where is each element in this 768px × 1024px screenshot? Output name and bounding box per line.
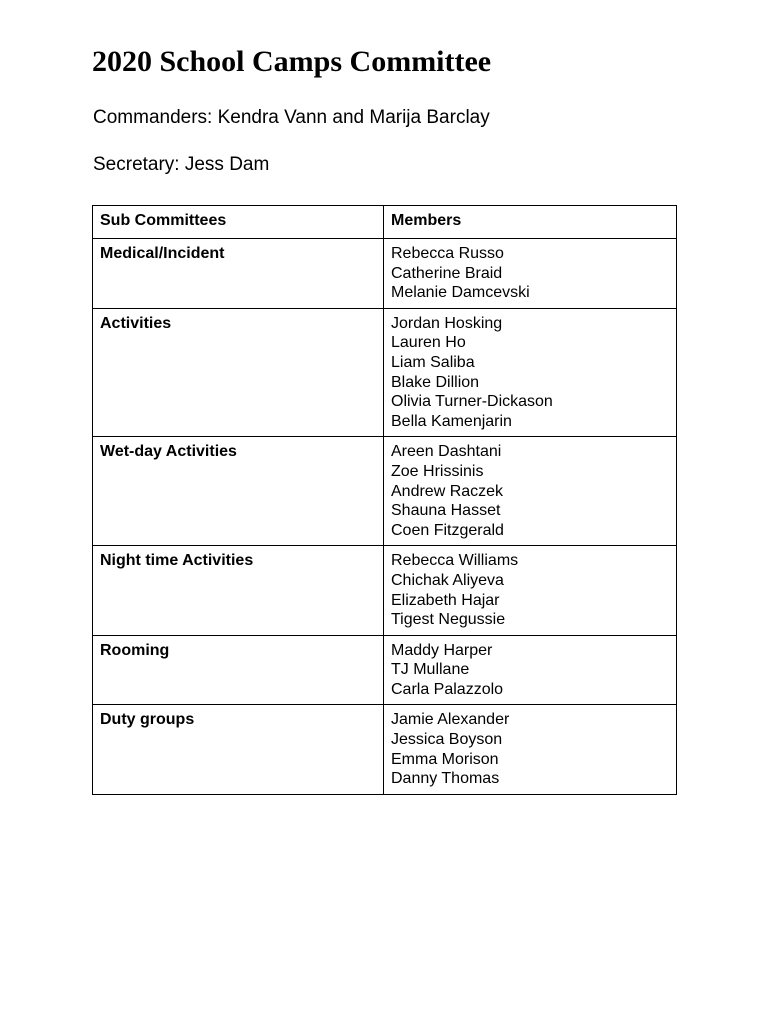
members-cell (384, 308, 677, 437)
column-header-members: Members (384, 206, 677, 239)
member-name: Shauna Hasset (391, 502, 501, 520)
member-name: Rebecca Russo (391, 245, 504, 262)
column-header-sub-committees: Sub Committees (93, 206, 384, 239)
member-name: Rebecca Williams (391, 552, 519, 570)
table-row (93, 308, 677, 437)
table-row (93, 239, 677, 309)
member-name: Olivia Turner-Dickason (391, 393, 553, 411)
member-name: Liam Saliba (391, 353, 475, 371)
members-cell (384, 705, 677, 794)
member-name: Bella Kamenjarin (391, 412, 512, 430)
member-name: Tigest Negussie (391, 611, 506, 629)
member-name: TJ Mullane (391, 661, 470, 679)
table-row (93, 635, 677, 705)
committees-table (92, 205, 677, 795)
members-cell (384, 239, 677, 309)
document-title: 2020 School Camps Committee (92, 45, 492, 78)
members-cell (384, 635, 677, 705)
member-name: Emma Morison (391, 750, 499, 768)
member-name: Andrew Raczek (391, 482, 504, 500)
sub-committee-name: Night time Activities (93, 546, 384, 635)
member-name: Chichak Aliyeva (391, 571, 504, 589)
member-name: Lauren Ho (391, 334, 466, 352)
member-name: Areen Dashtani (391, 443, 502, 461)
member-name: Melanie Damcevski (391, 284, 530, 302)
secretary-line: Secretary: Jess Dam (93, 154, 270, 175)
member-name: Jessica Boyson (391, 731, 503, 749)
sub-committee-name: Medical/Incident (93, 239, 384, 309)
sub-committee-name: Duty groups (93, 705, 384, 794)
members-cell (384, 546, 677, 635)
sub-committee-name: Wet-day Activities (93, 437, 384, 546)
commanders-line: Commanders: Kendra Vann and Marija Barclay (93, 107, 490, 128)
member-name: Carla Palazzolo (391, 680, 504, 698)
member-name: Jordan Hosking (391, 314, 503, 332)
member-name: Maddy Harper (391, 641, 493, 659)
member-name: Coen Fitzgerald (391, 521, 504, 539)
table-header-row (93, 206, 677, 239)
sub-committee-name: Activities (93, 308, 384, 437)
member-name: Catherine Braid (391, 264, 503, 282)
member-name: Blake Dillion (391, 373, 480, 391)
member-name: Danny Thomas (391, 770, 500, 788)
sub-committee-name: Rooming (93, 635, 384, 705)
member-name: Zoe Hrissinis (391, 462, 484, 480)
member-name: Elizabeth Hajar (391, 591, 500, 609)
members-cell (384, 437, 677, 546)
table-row (93, 437, 677, 546)
table-row (93, 546, 677, 635)
member-name: Jamie Alexander (391, 711, 510, 729)
table-row (93, 705, 677, 794)
